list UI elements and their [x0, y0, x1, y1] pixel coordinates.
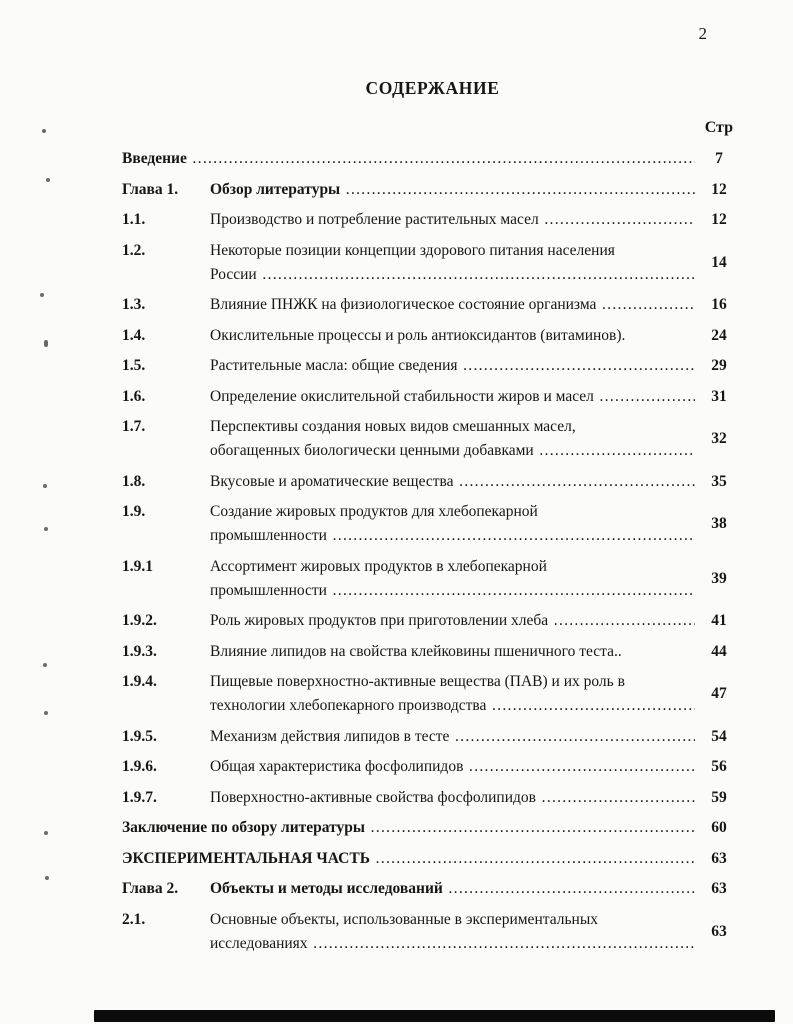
toc-entry-line [210, 324, 695, 348]
toc-entry-title [210, 324, 695, 348]
toc-entry-text: Перспективы создания новых видов смешанных масел, [210, 418, 576, 435]
dot-leader [463, 354, 695, 378]
toc-entry-title [210, 239, 695, 287]
toc-entry [122, 725, 743, 749]
toc-entry [122, 500, 743, 548]
toc-entry-number: 1.1. [122, 211, 146, 228]
toc-entry-page: 32 [711, 430, 727, 447]
toc-entry-text: Вкусовые и ароматические вещества [210, 472, 454, 490]
toc-entry-line [210, 579, 695, 603]
toc-entry-title [210, 208, 695, 232]
toc-entry-text: Пищевые поверхностно-активные вещества (ПАВ) и их роль в [210, 673, 625, 690]
toc-entry-title [210, 178, 695, 202]
scan-speck [43, 484, 47, 488]
toc-entry-title [210, 354, 695, 378]
toc-entry [122, 293, 743, 317]
dot-leader [459, 470, 696, 494]
toc-entry [122, 908, 743, 956]
toc-entry-line [210, 470, 695, 494]
toc-entry-title [210, 908, 695, 956]
toc-entry-title [210, 877, 695, 901]
toc-entry [122, 354, 743, 378]
dot-leader [313, 932, 695, 956]
toc-entry-text: исследованиях [210, 934, 308, 952]
scan-speck [44, 831, 48, 835]
toc-entry [122, 208, 743, 232]
toc-entry-line [210, 609, 695, 633]
toc-entry-page: 63 [711, 922, 727, 940]
toc-entry-text: Ассортимент жировых продуктов в хлебопекарной [210, 557, 547, 575]
toc-list [122, 147, 743, 956]
dot-leader [599, 385, 695, 409]
toc-entry-line [122, 816, 695, 840]
toc-entry [122, 640, 743, 664]
dot-leader [262, 263, 695, 287]
toc-entry-number: 1.6. [122, 387, 146, 405]
toc-entry-title [210, 670, 695, 718]
toc-entry-page: 63 [711, 880, 727, 897]
toc-entry-text: промышленности [210, 581, 327, 599]
toc-entry-text: Растительные масла: общие сведения [210, 357, 458, 374]
scan-speck [44, 340, 48, 347]
toc-entry [122, 178, 743, 202]
toc-entry-text: Объекты и методы исследований [210, 880, 443, 897]
toc-entry-line [210, 755, 695, 779]
dot-leader [468, 755, 695, 779]
toc-entry-title [210, 385, 695, 409]
scan-speck [43, 663, 47, 667]
toc-entry-title [210, 725, 695, 749]
toc-entry-page: 41 [711, 612, 727, 629]
toc-entry [122, 670, 743, 718]
scan-speck [42, 129, 46, 133]
toc-entry-page: 60 [711, 819, 727, 836]
toc-entry-number: Глава 1. [122, 180, 179, 198]
toc-entry-text: Окислительные процессы и роль антиоксидантов (витаминов). [210, 326, 626, 344]
toc-entry-line [210, 354, 695, 378]
toc-entry-text: промышленности [210, 527, 327, 544]
toc-entry-title [210, 470, 695, 494]
toc-entry-number: 2.1. [122, 910, 146, 928]
toc-entry-page: 24 [711, 326, 727, 344]
toc-entry [122, 239, 743, 287]
toc-entry-page: 54 [711, 727, 727, 745]
toc-entry [122, 147, 743, 171]
toc-entry-page: 39 [711, 569, 727, 587]
toc-entry-line [210, 932, 695, 956]
toc-entry-text: Влияние липидов на свойства клейковины пшеничного теста.. [210, 642, 622, 660]
dot-leader [553, 609, 695, 633]
toc-entry-text: ЭКСПЕРИМЕНТАЛЬНАЯ ЧАСТЬ [122, 849, 370, 867]
dot-leader [544, 208, 695, 232]
toc-entry-number: 1.9. [122, 503, 146, 520]
toc-entry-page: 7 [715, 150, 723, 167]
toc-entry-text: Заключение по обзору литературы [122, 819, 366, 836]
toc-entry-line [210, 208, 695, 232]
toc-entry-line [210, 415, 695, 439]
toc-entry-number: 1.9.5. [122, 727, 157, 745]
toc-entry [122, 786, 743, 810]
toc-entry-title [210, 640, 695, 664]
toc-entry-text: технологии хлебопекарного производства [210, 697, 487, 714]
toc-entry-line [210, 555, 695, 579]
toc-entry-line [210, 439, 695, 463]
toc-entry [122, 755, 743, 779]
toc-entry [122, 415, 743, 463]
toc-entry-page: 12 [711, 180, 727, 198]
toc-entry-page: 47 [711, 685, 727, 702]
toc-entry-page: 56 [711, 758, 727, 775]
toc-entry-number: 1.9.6. [122, 758, 157, 775]
page-column-header: Стр [704, 119, 733, 136]
dot-leader [332, 579, 695, 603]
toc-entry-line [210, 694, 695, 718]
scan-artifact-bar [94, 1010, 775, 1022]
toc-entry-page: 59 [711, 788, 727, 806]
toc-entry [122, 816, 743, 840]
toc-entry [122, 470, 743, 494]
toc-entry-page: 35 [711, 472, 727, 490]
toc-entry-number: 1.5. [122, 357, 146, 374]
toc-entry-number: 1.8. [122, 472, 146, 490]
dot-leader [541, 786, 695, 810]
toc-entry-line [210, 877, 695, 901]
toc-entry-page: 63 [711, 849, 727, 867]
toc-entry-page: 12 [711, 211, 727, 228]
toc-entry-line [210, 385, 695, 409]
toc-entry-text: Роль жировых продуктов при приготовлении хлеба [210, 612, 549, 629]
toc-entry-line [210, 500, 695, 524]
toc-entry-page: 16 [711, 296, 727, 313]
toc-entry-line [210, 524, 695, 548]
toc-entry [122, 609, 743, 633]
toc-entry-number: 1.3. [122, 296, 146, 313]
toc-entry [122, 847, 743, 871]
toc-entry-text: Основные объекты, использованные в экспериментальных [210, 910, 598, 928]
dot-leader [370, 816, 695, 840]
toc-entry-page: 29 [711, 357, 727, 374]
dot-leader [375, 847, 695, 871]
toc-entry-title [210, 609, 695, 633]
toc-entry-line [210, 239, 695, 263]
scan-speck [44, 527, 48, 531]
toc-entry-number: 1.7. [122, 418, 146, 435]
toc-entry-line [122, 147, 695, 171]
dot-leader [345, 178, 695, 202]
toc-entry-text: Некоторые позиции концепции здорового питания населения [210, 241, 615, 259]
toc-entry-line [210, 786, 695, 810]
scan-speck [46, 178, 50, 182]
dot-leader [539, 439, 695, 463]
toc-entry-number: 1.9.1 [122, 557, 153, 575]
toc-entry-line [210, 263, 695, 287]
toc-entry-line [210, 908, 695, 932]
dot-leader [454, 725, 695, 749]
toc-entry-title [122, 147, 695, 171]
toc-entry-text: обогащенных биологически ценными добавками [210, 442, 534, 459]
toc-entry-title [210, 555, 695, 603]
toc-entry-text: Общая характеристика фосфолипидов [210, 758, 464, 775]
toc-entry-line [210, 178, 695, 202]
toc-entry-page: 38 [711, 515, 727, 532]
toc-entry-title [122, 847, 695, 871]
toc-entry-page: 31 [711, 387, 727, 405]
toc-entry-line [210, 293, 695, 317]
page-number: 2 [698, 24, 707, 43]
toc-entry-text: Создание жировых продуктов для хлебопекарной [210, 503, 538, 520]
toc-entry [122, 324, 743, 348]
toc-entry-title [210, 786, 695, 810]
dot-leader [491, 694, 695, 718]
toc-entry-line [122, 847, 695, 871]
toc-entry [122, 385, 743, 409]
toc-entry-text: Влияние ПНЖК на физиологическое состояние организма [210, 296, 597, 313]
scan-speck [45, 876, 49, 880]
toc-entry-number: Глава 2. [122, 880, 179, 897]
toc-entry-number: 1.9.2. [122, 612, 157, 629]
toc-entry-number: 1.9.7. [122, 788, 157, 806]
toc-entry-text: Обзор литературы [210, 180, 341, 198]
toc-entry-line [210, 640, 695, 664]
toc-entry-text: Определение окислительной стабильности жиров и масел [210, 387, 594, 405]
toc-entry [122, 555, 743, 603]
toc-entry-text: Поверхностно-активные свойства фосфолипидов [210, 788, 536, 806]
toc-entry-number: 1.9.4. [122, 673, 157, 690]
dot-leader [332, 524, 695, 548]
toc-entry-text: Механизм действия липидов в тесте [210, 727, 450, 745]
toc-entry [122, 877, 743, 901]
toc-entry-line [210, 670, 695, 694]
scan-speck [40, 293, 44, 297]
toc-entry-number: 1.2. [122, 241, 146, 259]
toc-entry-title [122, 816, 695, 840]
dot-leader [601, 293, 695, 317]
toc-entry-text: России [210, 265, 257, 283]
dot-leader [192, 147, 695, 171]
toc-entry-title [210, 293, 695, 317]
page-title: СОДЕРЖАНИЕ [365, 78, 500, 98]
toc-entry-title [210, 415, 695, 463]
toc-entry-title [210, 500, 695, 548]
toc-entry-title [210, 755, 695, 779]
toc-entry-page: 44 [711, 642, 727, 660]
dot-leader [448, 877, 695, 901]
scan-speck [44, 711, 48, 715]
toc-entry-text: Введение [122, 150, 187, 167]
toc-entry-number: 1.9.3. [122, 642, 157, 660]
toc-entry-line [210, 725, 695, 749]
toc-entry-number: 1.4. [122, 326, 146, 344]
toc-entry-text: Производство и потребление растительных масел [210, 211, 539, 228]
toc-entry-page: 14 [711, 253, 727, 271]
